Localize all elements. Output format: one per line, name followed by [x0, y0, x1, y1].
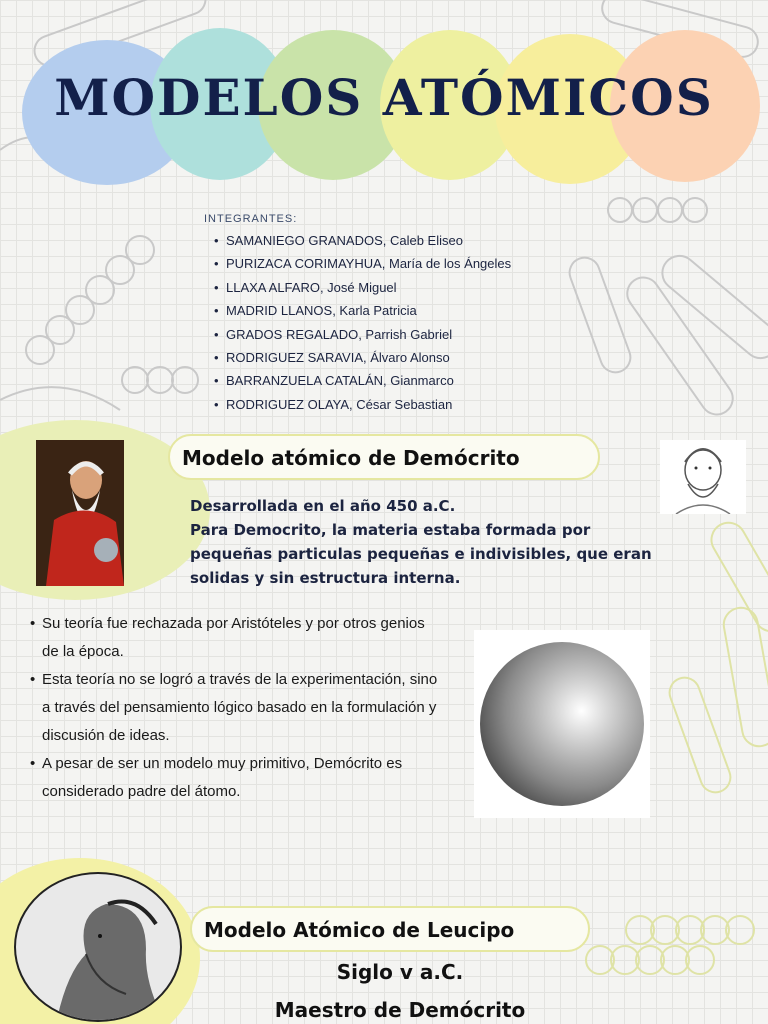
democritus-bullets — [30, 610, 440, 806]
members-list — [204, 229, 511, 416]
leucippus-role: Maestro de Demócrito — [274, 998, 526, 1022]
democritus-heading-pill — [168, 434, 600, 480]
list-item: • GRADOS REGALADO, Parrish Gabriel — [204, 323, 511, 346]
list-item: • A pesar de ser un modelo muy primitivo, Demócrito es considerado padre del átomo. — [30, 750, 440, 806]
democritus-sketch-icon — [660, 440, 746, 514]
sphere-atom-image-icon — [474, 630, 650, 818]
leucippus-century: Siglo v a.C. — [336, 960, 464, 984]
leucippus-heading-pill — [190, 906, 590, 952]
page-title: MODELOS ATÓMICOS — [54, 68, 714, 127]
list-item: • RODRIGUEZ SARAVIA, Álvaro Alonso — [204, 346, 511, 369]
democritus-intro-line-1: Desarrollada en el año 450 a.C. — [190, 497, 456, 515]
list-item: • BARRANZUELA CATALÁN, Gianmarco — [204, 369, 511, 392]
list-item: • RODRIGUEZ OLAYA, César Sebastian — [204, 393, 511, 416]
democritus-painting-icon — [36, 440, 124, 586]
members-section — [204, 213, 511, 416]
leucippus-heading: Modelo Atómico de Leucipo — [204, 918, 515, 942]
list-item: • LLAXA ALFARO, José Miguel — [204, 276, 511, 299]
list-item: • Su teoría fue rechazada por Aristóteles y por otros genios de la época. — [30, 610, 440, 666]
democritus-intro-line-2: Para Democrito, la materia estaba formada por pequeñas particulas pequeñas e indivisibles, que eran solidas y sin estructura interna. — [190, 521, 652, 587]
democritus-intro — [190, 494, 670, 590]
list-item: • SAMANIEGO GRANADOS, Caleb Eliseo — [204, 229, 511, 252]
members-label: INTEGRANTES: — [204, 213, 298, 225]
list-item: • MADRID LLANOS, Karla Patricia — [204, 299, 511, 322]
list-item: • PURIZACA CORIMAYHUA, María de los Ángeles — [204, 252, 511, 275]
list-item: • Esta teoría no se logró a través de la experimentación, sino a través del pensamiento lógico basado en la formulación y discusión de ideas. — [30, 666, 440, 750]
sphere-atom — [480, 642, 644, 806]
leucippus-engraving-icon — [14, 872, 182, 1022]
democritus-heading: Modelo atómico de Demócrito — [182, 446, 520, 470]
